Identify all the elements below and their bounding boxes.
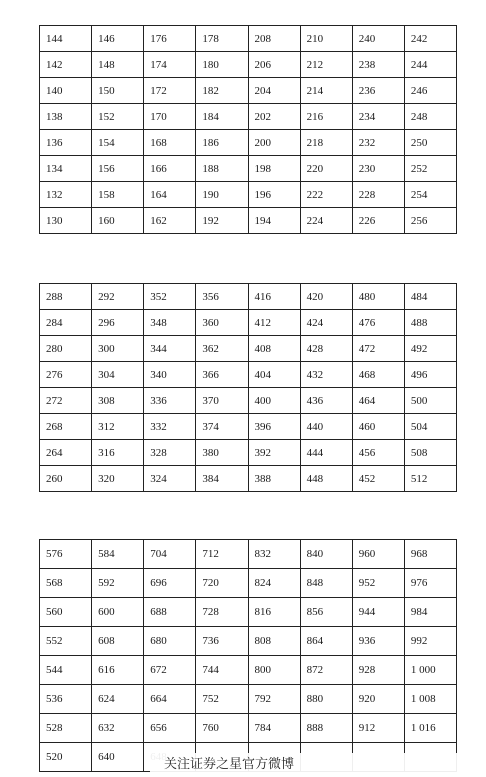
table-cell: 366 xyxy=(196,362,248,388)
table-cell: 202 xyxy=(248,104,300,130)
table-cell: 152 xyxy=(92,104,144,130)
table-cell: 424 xyxy=(300,310,352,336)
table-row xyxy=(40,78,457,104)
table-row xyxy=(40,310,457,336)
table-cell: 208 xyxy=(248,26,300,52)
table-cell: 216 xyxy=(300,104,352,130)
table-cell: 238 xyxy=(352,52,404,78)
table-cell: 560 xyxy=(40,598,92,627)
table-cell: 240 xyxy=(352,26,404,52)
table-cell: 436 xyxy=(300,388,352,414)
table-cell: 568 xyxy=(40,569,92,598)
table-cell: 664 xyxy=(144,685,196,714)
table-cell: 736 xyxy=(196,627,248,656)
table-cell: 218 xyxy=(300,130,352,156)
table-cell: 336 xyxy=(144,388,196,414)
table-cell: 222 xyxy=(300,182,352,208)
table-cell: 456 xyxy=(352,440,404,466)
table-row xyxy=(40,52,457,78)
table-cell: 186 xyxy=(196,130,248,156)
table-cell: 340 xyxy=(144,362,196,388)
table-cell: 288 xyxy=(40,284,92,310)
table-cell: 348 xyxy=(144,310,196,336)
table-cell: 304 xyxy=(92,362,144,388)
table-cell: 174 xyxy=(144,52,196,78)
table-cell: 228 xyxy=(352,182,404,208)
table-cell: 160 xyxy=(92,208,144,234)
table-cell: 190 xyxy=(196,182,248,208)
table-row xyxy=(40,569,457,598)
table-cell: 328 xyxy=(144,440,196,466)
table-cell: 272 xyxy=(40,388,92,414)
table-cell: 140 xyxy=(40,78,92,104)
table-row xyxy=(40,208,457,234)
table-cell: 408 xyxy=(248,336,300,362)
number-table-1 xyxy=(39,25,457,234)
table-row xyxy=(40,336,457,362)
table-row xyxy=(40,104,457,130)
table-row xyxy=(40,714,457,743)
table-cell: 200 xyxy=(248,130,300,156)
table-cell: 1 000 xyxy=(404,656,456,685)
table-cell: 412 xyxy=(248,310,300,336)
table-cell: 704 xyxy=(144,540,196,569)
table-cell: 156 xyxy=(92,156,144,182)
table-cell: 264 xyxy=(40,440,92,466)
table-cell: 584 xyxy=(92,540,144,569)
table-cell: 136 xyxy=(40,130,92,156)
table-cell: 432 xyxy=(300,362,352,388)
table-cell: 712 xyxy=(196,540,248,569)
table-cell: 592 xyxy=(92,569,144,598)
table-cell: 250 xyxy=(404,130,456,156)
table-cell: 536 xyxy=(40,685,92,714)
table-cell: 138 xyxy=(40,104,92,130)
table-cell: 460 xyxy=(352,414,404,440)
table-cell: 344 xyxy=(144,336,196,362)
table-cell: 428 xyxy=(300,336,352,362)
table-cell: 416 xyxy=(248,284,300,310)
table-cell: 528 xyxy=(40,714,92,743)
table-cell: 148 xyxy=(92,52,144,78)
table-cell: 480 xyxy=(352,284,404,310)
table-cell: 952 xyxy=(352,569,404,598)
table-cell: 254 xyxy=(404,182,456,208)
table-cell: 468 xyxy=(352,362,404,388)
table-cell: 392 xyxy=(248,440,300,466)
table-cell: 404 xyxy=(248,362,300,388)
table-cell: 246 xyxy=(404,78,456,104)
table-cell: 492 xyxy=(404,336,456,362)
table-cell: 162 xyxy=(144,208,196,234)
table-cell: 292 xyxy=(92,284,144,310)
table-cell: 226 xyxy=(352,208,404,234)
table-cell: 472 xyxy=(352,336,404,362)
table-cell: 680 xyxy=(144,627,196,656)
table-cell: 752 xyxy=(196,685,248,714)
table-cell: 960 xyxy=(352,540,404,569)
table-cell: 576 xyxy=(40,540,92,569)
table-cell: 192 xyxy=(196,208,248,234)
table-cell: 448 xyxy=(300,466,352,492)
table-cell: 488 xyxy=(404,310,456,336)
table-cell: 134 xyxy=(40,156,92,182)
watermark-banner xyxy=(150,753,486,777)
table-cell: 154 xyxy=(92,130,144,156)
table-cell: 760 xyxy=(196,714,248,743)
table-cell: 252 xyxy=(404,156,456,182)
table-cell: 178 xyxy=(196,26,248,52)
table-row xyxy=(40,414,457,440)
table-cell: 616 xyxy=(92,656,144,685)
table-cell: 300 xyxy=(92,336,144,362)
table-cell: 210 xyxy=(300,26,352,52)
table-row xyxy=(40,388,457,414)
table-cell: 320 xyxy=(92,466,144,492)
table-cell: 500 xyxy=(404,388,456,414)
table-cell: 508 xyxy=(404,440,456,466)
table-cell: 168 xyxy=(144,130,196,156)
table-cell: 520 xyxy=(40,743,92,772)
table-cell: 316 xyxy=(92,440,144,466)
table-cell: 132 xyxy=(40,182,92,208)
table-row xyxy=(40,685,457,714)
table-cell: 204 xyxy=(248,78,300,104)
table-cell: 912 xyxy=(352,714,404,743)
table-cell: 312 xyxy=(92,414,144,440)
table-cell: 800 xyxy=(248,656,300,685)
table-cell: 188 xyxy=(196,156,248,182)
table-cell: 170 xyxy=(144,104,196,130)
table-cell: 280 xyxy=(40,336,92,362)
table-cell: 212 xyxy=(300,52,352,78)
table-row xyxy=(40,182,457,208)
table-cell: 232 xyxy=(352,130,404,156)
table-row xyxy=(40,440,457,466)
table-cell: 198 xyxy=(248,156,300,182)
table-cell: 268 xyxy=(40,414,92,440)
table-cell: 356 xyxy=(196,284,248,310)
table-cell: 256 xyxy=(404,208,456,234)
table-row xyxy=(40,540,457,569)
table-cell: 420 xyxy=(300,284,352,310)
table-cell: 396 xyxy=(248,414,300,440)
table-cell: 260 xyxy=(40,466,92,492)
table-cell: 832 xyxy=(248,540,300,569)
table-cell: 214 xyxy=(300,78,352,104)
table-cell: 640 xyxy=(92,743,144,772)
table-cell: 656 xyxy=(144,714,196,743)
table-cell: 744 xyxy=(196,656,248,685)
table-cell: 206 xyxy=(248,52,300,78)
table-cell: 236 xyxy=(352,78,404,104)
table-row xyxy=(40,598,457,627)
table-cell: 444 xyxy=(300,440,352,466)
table-cell: 880 xyxy=(300,685,352,714)
table-cell: 944 xyxy=(352,598,404,627)
table-cell: 362 xyxy=(196,336,248,362)
table-cell: 984 xyxy=(404,598,456,627)
table-cell: 352 xyxy=(144,284,196,310)
table-cell: 360 xyxy=(196,310,248,336)
table-cell: 484 xyxy=(404,284,456,310)
table-cell: 440 xyxy=(300,414,352,440)
table-cell: 784 xyxy=(248,714,300,743)
table-row xyxy=(40,26,457,52)
table-cell: 384 xyxy=(196,466,248,492)
table-cell: 824 xyxy=(248,569,300,598)
table-cell: 864 xyxy=(300,627,352,656)
table-cell: 374 xyxy=(196,414,248,440)
table-cell: 166 xyxy=(144,156,196,182)
table-cell: 544 xyxy=(40,656,92,685)
table-cell: 332 xyxy=(144,414,196,440)
number-table-3 xyxy=(39,539,457,772)
table-cell: 242 xyxy=(404,26,456,52)
table-cell: 234 xyxy=(352,104,404,130)
table-cell: 224 xyxy=(300,208,352,234)
table-cell: 688 xyxy=(144,598,196,627)
table-cell: 936 xyxy=(352,627,404,656)
table-cell: 624 xyxy=(92,685,144,714)
table-cell: 248 xyxy=(404,104,456,130)
table-cell: 276 xyxy=(40,362,92,388)
table-cell: 992 xyxy=(404,627,456,656)
table-cell: 182 xyxy=(196,78,248,104)
table-row xyxy=(40,130,457,156)
table-cell: 150 xyxy=(92,78,144,104)
table-cell: 840 xyxy=(300,540,352,569)
table-cell: 632 xyxy=(92,714,144,743)
table-cell: 504 xyxy=(404,414,456,440)
table-row xyxy=(40,156,457,182)
table-cell: 728 xyxy=(196,598,248,627)
table-cell: 496 xyxy=(404,362,456,388)
table-cell: 380 xyxy=(196,440,248,466)
table-cell: 476 xyxy=(352,310,404,336)
table-cell: 464 xyxy=(352,388,404,414)
table-cell: 196 xyxy=(248,182,300,208)
table-cell: 816 xyxy=(248,598,300,627)
table-cell: 920 xyxy=(352,685,404,714)
table-cell: 180 xyxy=(196,52,248,78)
table-cell: 172 xyxy=(144,78,196,104)
table-cell: 512 xyxy=(404,466,456,492)
table-cell: 552 xyxy=(40,627,92,656)
table-cell: 1 008 xyxy=(404,685,456,714)
table-cell: 142 xyxy=(40,52,92,78)
table-row xyxy=(40,627,457,656)
table-cell: 1 016 xyxy=(404,714,456,743)
table-cell: 164 xyxy=(144,182,196,208)
table-cell: 284 xyxy=(40,310,92,336)
table-row xyxy=(40,466,457,492)
table-cell: 400 xyxy=(248,388,300,414)
table-cell: 388 xyxy=(248,466,300,492)
table-cell: 856 xyxy=(300,598,352,627)
table-cell: 872 xyxy=(300,656,352,685)
table-cell: 220 xyxy=(300,156,352,182)
table-cell: 370 xyxy=(196,388,248,414)
table-cell: 244 xyxy=(404,52,456,78)
table-cell: 158 xyxy=(92,182,144,208)
table-cell: 194 xyxy=(248,208,300,234)
table-cell: 176 xyxy=(144,26,196,52)
table-cell: 808 xyxy=(248,627,300,656)
table-cell: 296 xyxy=(92,310,144,336)
table-cell: 672 xyxy=(144,656,196,685)
table-cell: 968 xyxy=(404,540,456,569)
table-cell: 230 xyxy=(352,156,404,182)
table-cell: 792 xyxy=(248,685,300,714)
watermark-text: 关注证券之星官方微博 xyxy=(164,757,295,772)
table-cell: 600 xyxy=(92,598,144,627)
table-row xyxy=(40,362,457,388)
table-cell: 696 xyxy=(144,569,196,598)
table-cell: 324 xyxy=(144,466,196,492)
table-row xyxy=(40,284,457,310)
table-cell: 608 xyxy=(92,627,144,656)
table-cell: 144 xyxy=(40,26,92,52)
table-cell: 848 xyxy=(300,569,352,598)
table-cell: 130 xyxy=(40,208,92,234)
table-cell: 976 xyxy=(404,569,456,598)
table-cell: 720 xyxy=(196,569,248,598)
table-cell: 308 xyxy=(92,388,144,414)
table-row xyxy=(40,656,457,685)
number-table-2 xyxy=(39,283,457,492)
table-cell: 146 xyxy=(92,26,144,52)
table-cell: 928 xyxy=(352,656,404,685)
table-cell: 888 xyxy=(300,714,352,743)
table-cell: 452 xyxy=(352,466,404,492)
table-cell: 184 xyxy=(196,104,248,130)
